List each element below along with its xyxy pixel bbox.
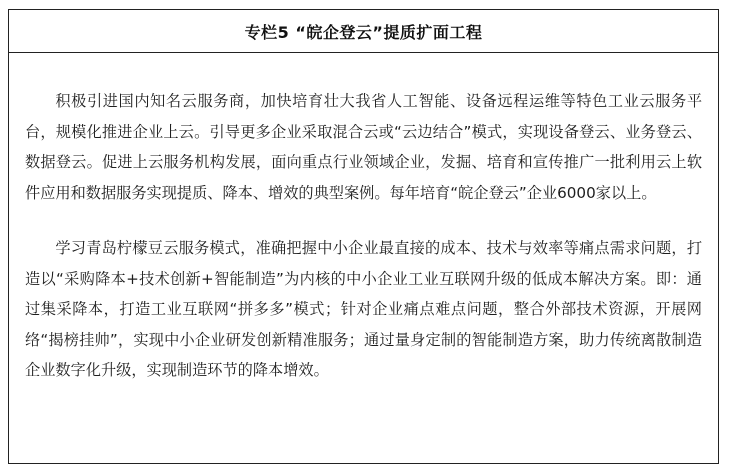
column-body — [9, 53, 718, 386]
paragraph-cloud-adoption: 积极引进国内知名云服务商，加快培育壮大我省人工智能、设备远程运维等特色工业云服务平台，规模化推进企业上云。引导更多企业采取混合云或“云边结合”模式，实现设备登云、业务登云、数据登云。促进上云服务机构发展，面向重点行业领域企业，发掘、培育和宣传推广一批利用云上软件应用和数据服务实现提质、降本、增效的典型案例。每年培育“皖企登云”企业6000家以上。 — [25, 92, 702, 202]
column-title: 专栏5 “皖企登云”提质扩面工程 — [244, 22, 483, 42]
column-header — [9, 10, 718, 53]
paragraph-lemon-bean-model: 学习青岛柠檬豆云服务模式，准确把握中小企业最直接的成本、技术与效率等痛点需求问题，打造以“采购降本+技术创新+智能制造”为内核的中小企业工业互联网升级的低成本解决方案。即：通过集采降本，打造工业互联网“拼多多”模式；针对企业痛点难点问题，整合外部技术资源，开展网络“揭榜挂帅”，实现中小企业研发创新精准服务；通过量身定制的智能制造方案，助力传统离散制造企业数字化升级，实现制造环节的降本增效。 — [25, 239, 702, 379]
column-box — [8, 9, 719, 464]
